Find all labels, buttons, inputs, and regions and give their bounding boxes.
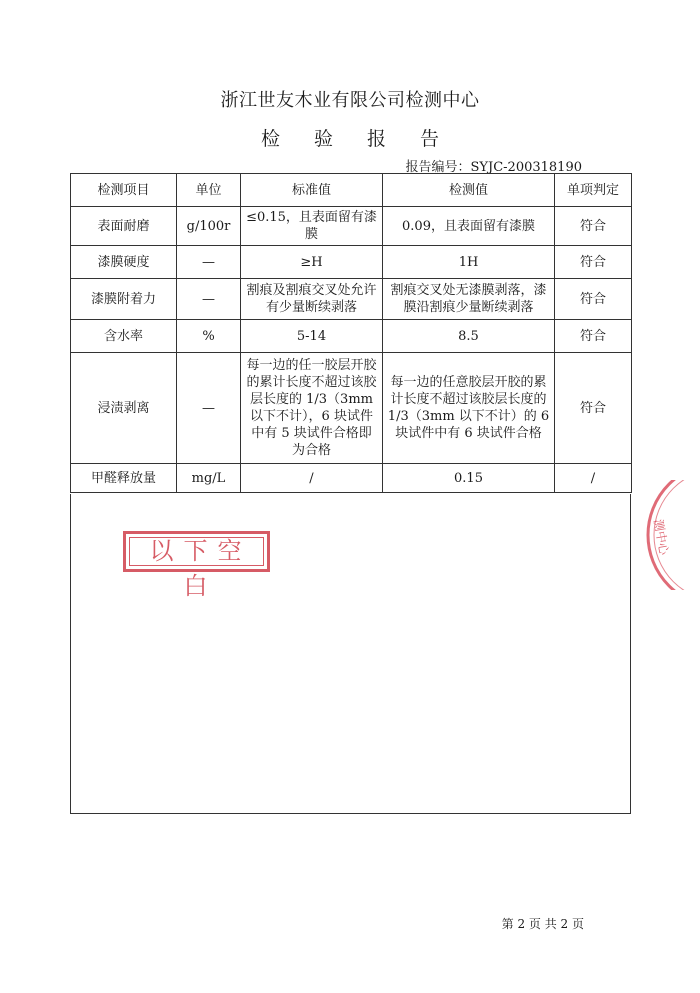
cell-item: 浸渍剥离 <box>71 353 177 464</box>
table-row <box>71 353 632 464</box>
cell-result: 8.5 <box>383 320 555 353</box>
blank-below-stamp: 以下空白 <box>123 531 270 572</box>
cell-result: 割痕交叉处无漆膜剥落，漆膜沿割痕少量断续剥落 <box>383 279 555 320</box>
table-row <box>71 464 632 493</box>
cell-unit: mg/L <box>177 464 241 493</box>
cell-standard: 割痕及割痕交叉处允许有少量断续剥落 <box>241 279 383 320</box>
cell-item: 含水率 <box>71 320 177 353</box>
cell-standard: ≤0.15，且表面留有漆膜 <box>241 207 383 246</box>
column-header-result: 检测值 <box>383 174 555 207</box>
cell-item: 漆膜附着力 <box>71 279 177 320</box>
cell-result: 每一边的任意胶层开胶的累计长度不超过该胶层长度的 1/3（3mm 以下不计）的 6 块试件中有 6 块试件合格 <box>383 353 555 464</box>
table-header-row <box>71 174 632 207</box>
cell-verdict: 符合 <box>555 320 632 353</box>
cell-unit: — <box>177 279 241 320</box>
column-header-verdict: 单项判定 <box>555 174 632 207</box>
table-row <box>71 279 632 320</box>
column-header-unit: 单位 <box>177 174 241 207</box>
cell-result: 0.15 <box>383 464 555 493</box>
cell-item: 甲醛释放量 <box>71 464 177 493</box>
cell-verdict: 符合 <box>555 353 632 464</box>
table-row <box>71 207 632 246</box>
cell-verdict: / <box>555 464 632 493</box>
cell-verdict: 符合 <box>555 207 632 246</box>
page-number: 第 2 页 共 2 页 <box>501 917 584 931</box>
cell-standard: 5-14 <box>241 320 383 353</box>
cell-result: 0.09，且表面留有漆膜 <box>383 207 555 246</box>
company-seal <box>640 480 700 590</box>
cell-item: 表面耐磨 <box>71 207 177 246</box>
organization-title: 浙江世友木业有限公司检测中心 <box>220 90 480 111</box>
cell-unit: g/100r <box>177 207 241 246</box>
cell-unit: — <box>177 353 241 464</box>
cell-unit: % <box>177 320 241 353</box>
seal-icon <box>640 480 700 590</box>
table-row <box>71 246 632 279</box>
results-table <box>70 173 632 493</box>
column-header-standard: 标准值 <box>241 174 383 207</box>
cell-item: 漆膜硬度 <box>71 246 177 279</box>
cell-standard: ≥H <box>241 246 383 279</box>
cell-verdict: 符合 <box>555 279 632 320</box>
table-row <box>71 320 632 353</box>
cell-verdict: 符合 <box>555 246 632 279</box>
svg-text:测中心: 测中心 <box>651 518 672 556</box>
cell-result: 1H <box>383 246 555 279</box>
cell-standard: 每一边的任一胶层开胶的累计长度不超过该胶层长度的 1/3（3mm 以下不计），6 块试件中有 5 块试件合格即为合格 <box>241 353 383 464</box>
column-header-item: 检测项目 <box>71 174 177 207</box>
cell-standard: / <box>241 464 383 493</box>
cell-unit: — <box>177 246 241 279</box>
report-title: 检 验 报 告 <box>260 128 454 150</box>
report-number: 报告编号：SYJC-200318190 <box>405 160 582 175</box>
